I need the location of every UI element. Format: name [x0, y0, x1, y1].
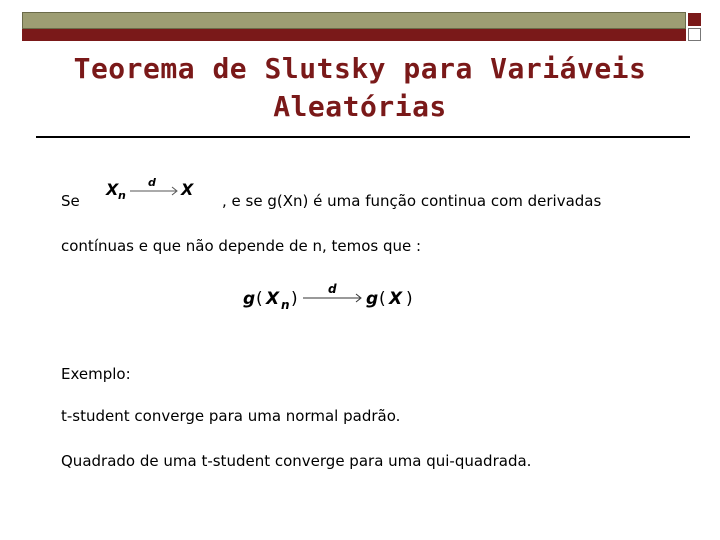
title-line-2: Aleatórias	[273, 90, 447, 123]
formula1-right-var: X	[181, 180, 194, 199]
convergence-formula-1	[104, 175, 204, 205]
formula1-left-sub: n	[118, 189, 126, 202]
example-label: Exemplo:	[61, 365, 131, 383]
formula2-close-paren: )	[291, 289, 298, 309]
title-divider	[36, 136, 690, 138]
formula2-right-func: g	[366, 289, 379, 309]
formula2-arrow-label: d	[328, 282, 337, 296]
formula2-sub: n	[281, 298, 290, 312]
formula2-right-var: X	[389, 289, 403, 309]
formula1-left-var: X	[106, 180, 119, 199]
header-bar-bottom	[22, 29, 686, 41]
header-bar-top	[22, 12, 686, 29]
formula1-arrow-label: d	[148, 176, 156, 189]
formula2-func: g	[243, 289, 256, 309]
formula2-var: X	[266, 289, 280, 309]
slide-title	[30, 50, 690, 126]
clause-rest: , e se g(Xn) é uma função continua com derivadas	[222, 192, 602, 210]
example-item-1: t-student converge para uma normal padrão.	[61, 407, 401, 425]
example-item-2: Quadrado de uma t-student converge para uma qui-quadrada.	[61, 452, 532, 470]
corner-square-outline	[688, 28, 701, 41]
formula2-right-open: (	[379, 289, 386, 309]
convergence-formula-2	[240, 280, 430, 316]
se-label: Se	[61, 192, 80, 210]
text-line-2: contínuas e que não depende de n, temos que :	[61, 237, 422, 255]
formula2-open-paren: (	[256, 289, 263, 309]
formula2-right-close: )	[406, 289, 413, 309]
title-line-1: Teorema de Slutsky para Variáveis	[73, 52, 647, 85]
corner-square-filled	[688, 13, 701, 26]
